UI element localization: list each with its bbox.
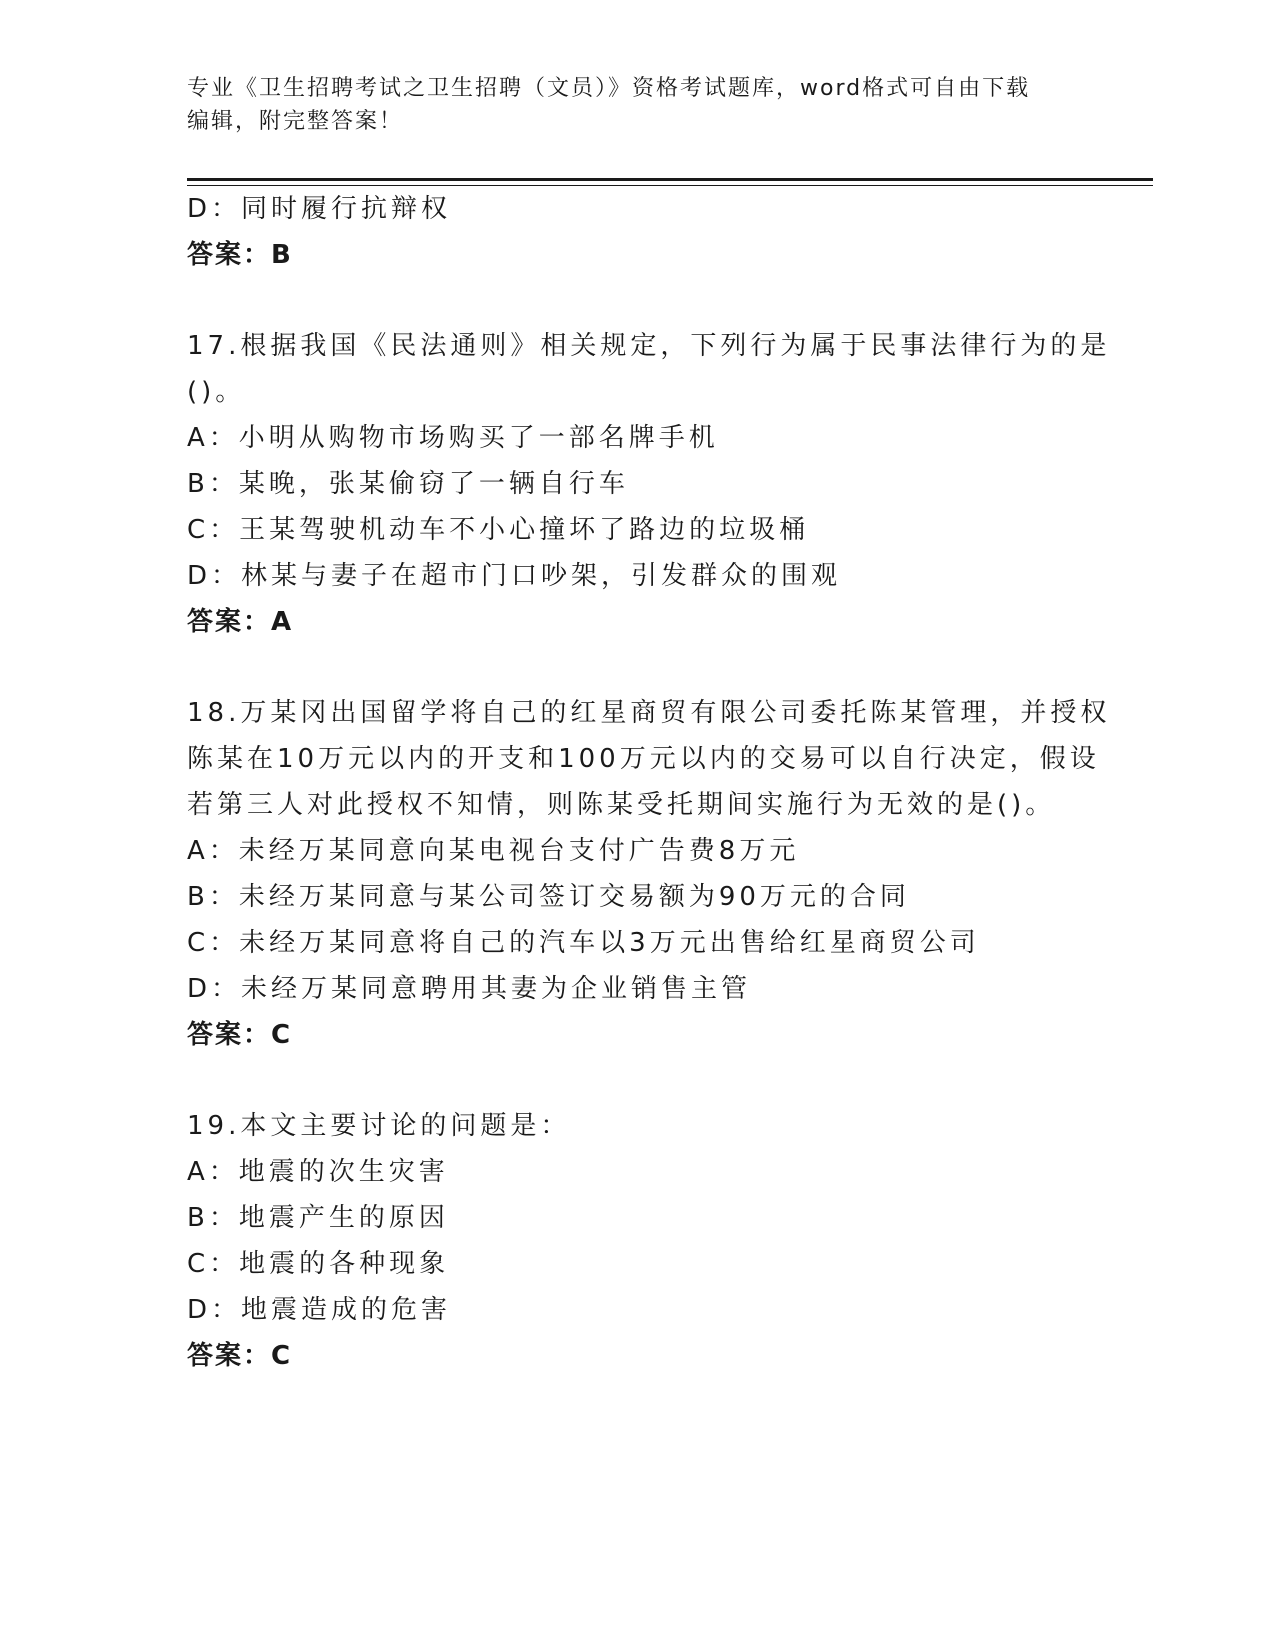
stem-line: 19.本文主要讨论的问题是： bbox=[187, 1111, 571, 1141]
question-19 bbox=[187, 1103, 1087, 1379]
header-line-2: 编辑，附完整答案！ bbox=[187, 109, 404, 134]
option-c: C：地震的各种现象 bbox=[187, 1249, 450, 1279]
option-d: D：地震造成的危害 bbox=[187, 1295, 452, 1325]
stem-line: 18.万某冈出国留学将自己的红星商贸有限公司委托陈某管理，并授权 bbox=[187, 698, 1111, 728]
stem-line: 若第三人对此授权不知情，则陈某受托期间实施行为无效的是()。 bbox=[187, 790, 1056, 820]
option-b: B：地震产生的原因 bbox=[187, 1203, 449, 1233]
option-d: D：未经万某同意聘用其妻为企业销售主管 bbox=[187, 974, 752, 1004]
spacer bbox=[187, 1058, 1087, 1103]
prev-answer: 答案：B bbox=[187, 240, 293, 270]
option-a: A：小明从购物市场购买了一部名牌手机 bbox=[187, 423, 719, 453]
answer: 答案：C bbox=[187, 1341, 293, 1371]
spacer bbox=[187, 278, 1087, 323]
option-b: B：未经万某同意与某公司签订交易额为90万元的合同 bbox=[187, 882, 910, 912]
option-c: C：王某驾驶机动车不小心撞坏了路边的垃圾桶 bbox=[187, 515, 810, 545]
header-rule-thick bbox=[187, 178, 1153, 181]
question-17-stem bbox=[187, 323, 1111, 415]
question-content bbox=[187, 186, 1111, 1379]
option-c: C：未经万某同意将自己的汽车以3万元出售给红星商贸公司 bbox=[187, 928, 980, 958]
option-b: B：某晚，张某偷窃了一辆自行车 bbox=[187, 469, 629, 499]
answer: 答案：C bbox=[187, 1020, 293, 1050]
option-d: D：林某与妻子在超市门口吵架，引发群众的围观 bbox=[187, 561, 842, 591]
header-line-1: 专业《卫生招聘考试之卫生招聘（文员）》资格考试题库，word格式可自由下载 bbox=[187, 76, 1031, 101]
stem-line: 陈某在10万元以内的开支和100万元以内的交易可以自行决定，假设 bbox=[187, 744, 1100, 774]
question-17 bbox=[187, 323, 1111, 645]
stem-line: 17.根据我国《民法通则》相关规定，下列行为属于民事法律行为的是 bbox=[187, 331, 1111, 361]
answer: 答案：A bbox=[187, 607, 294, 637]
document-header bbox=[187, 72, 1087, 138]
question-19-stem bbox=[187, 1103, 1087, 1149]
option-a: A：未经万某同意向某电视台支付广告费8万元 bbox=[187, 836, 800, 866]
spacer bbox=[187, 645, 1087, 690]
question-18 bbox=[187, 690, 1111, 1058]
option-a: A：地震的次生灾害 bbox=[187, 1157, 449, 1187]
question-18-stem bbox=[187, 690, 1111, 828]
stem-line: ()。 bbox=[187, 377, 246, 407]
prev-option-d: D：同时履行抗辩权 bbox=[187, 194, 452, 224]
